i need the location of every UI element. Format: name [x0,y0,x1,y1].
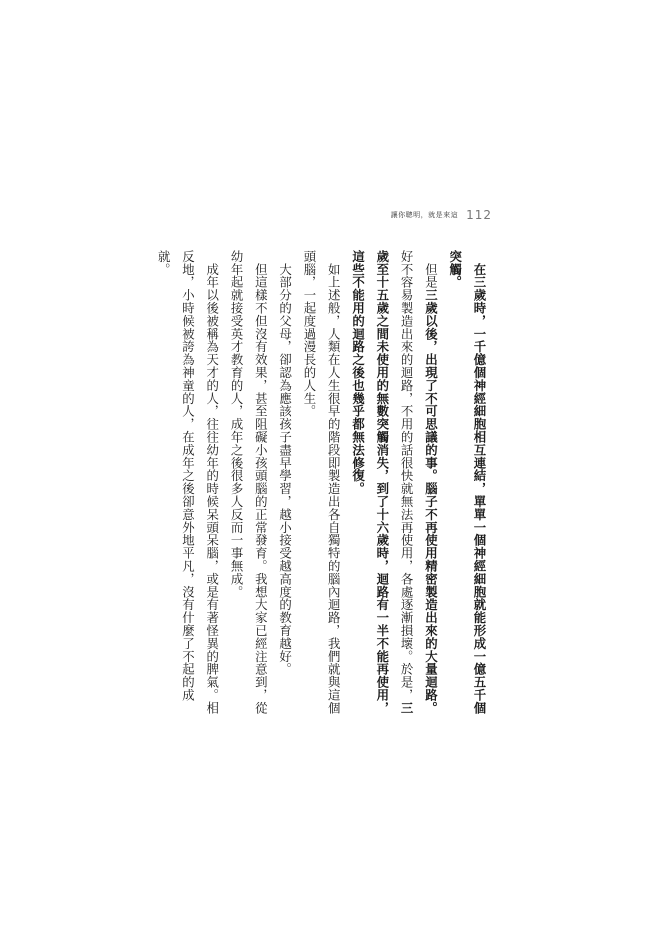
paragraph-1-text: 在三歲時，一千億個神經細胞相互連結，單單一個神經細胞就能形成一億五千個突觸。 [447,250,487,715]
page-number: 112 [466,208,492,222]
paragraph-5-text: 但這樣不但沒有效果，甚至阻礙小孩頭腦的正常發育。我想大家已經注意到，從幼年起就接受英才教育的人，成年之後很多人反而一事無成。 [229,250,269,715]
paragraph-6-text: 成年以後被稱為天才的人，往往幼年的時候呆頭呆腦，或是有著怪異的脾氣。相反地，小時候被誇為神童的人，在成年之後卻意外地平凡，沒有什麼了不起的成就。 [156,250,220,715]
paragraph-2-seg-4: 三歲至十五歲之間未使用的無數突觸消失，到了十六歲時，迴路有一半不能再使用，這些不能用的迴路之後也幾乎都無法修復。 [350,250,415,715]
paragraph-2-seg-3: 好不容易製造出來的迴路，不用的話很快就無法再使用，各處逐漸損壞。於是， [399,250,415,702]
paragraph-1 [442,250,491,720]
running-header-title: 讓你聰明，就是來這 [390,211,459,219]
running-header [392,208,492,222]
paragraph-4-text: 大部分的父母，卻認為應該孩子盡早學習，越小接受越高度的教育越好。 [277,250,293,676]
paragraph-2-seg-2: 三歲以後，出現了不可思議的事。腦子不再使用精密製造出來的大量迴路。 [423,288,439,715]
paragraph-3 [297,250,346,720]
body-text-vertical [156,250,491,720]
paragraph-6 [151,250,224,720]
paragraph-3-text: 如上述般，人類在人生很早的階段即製造出各自獨特的腦內迴路，我們就與這個頭腦，一起度過漫長的人生。 [301,250,342,715]
paragraph-2-seg-1: 但是 [423,250,439,289]
paragraph-4 [272,250,296,720]
paragraph-2 [345,250,442,720]
paragraph-5 [224,250,273,720]
